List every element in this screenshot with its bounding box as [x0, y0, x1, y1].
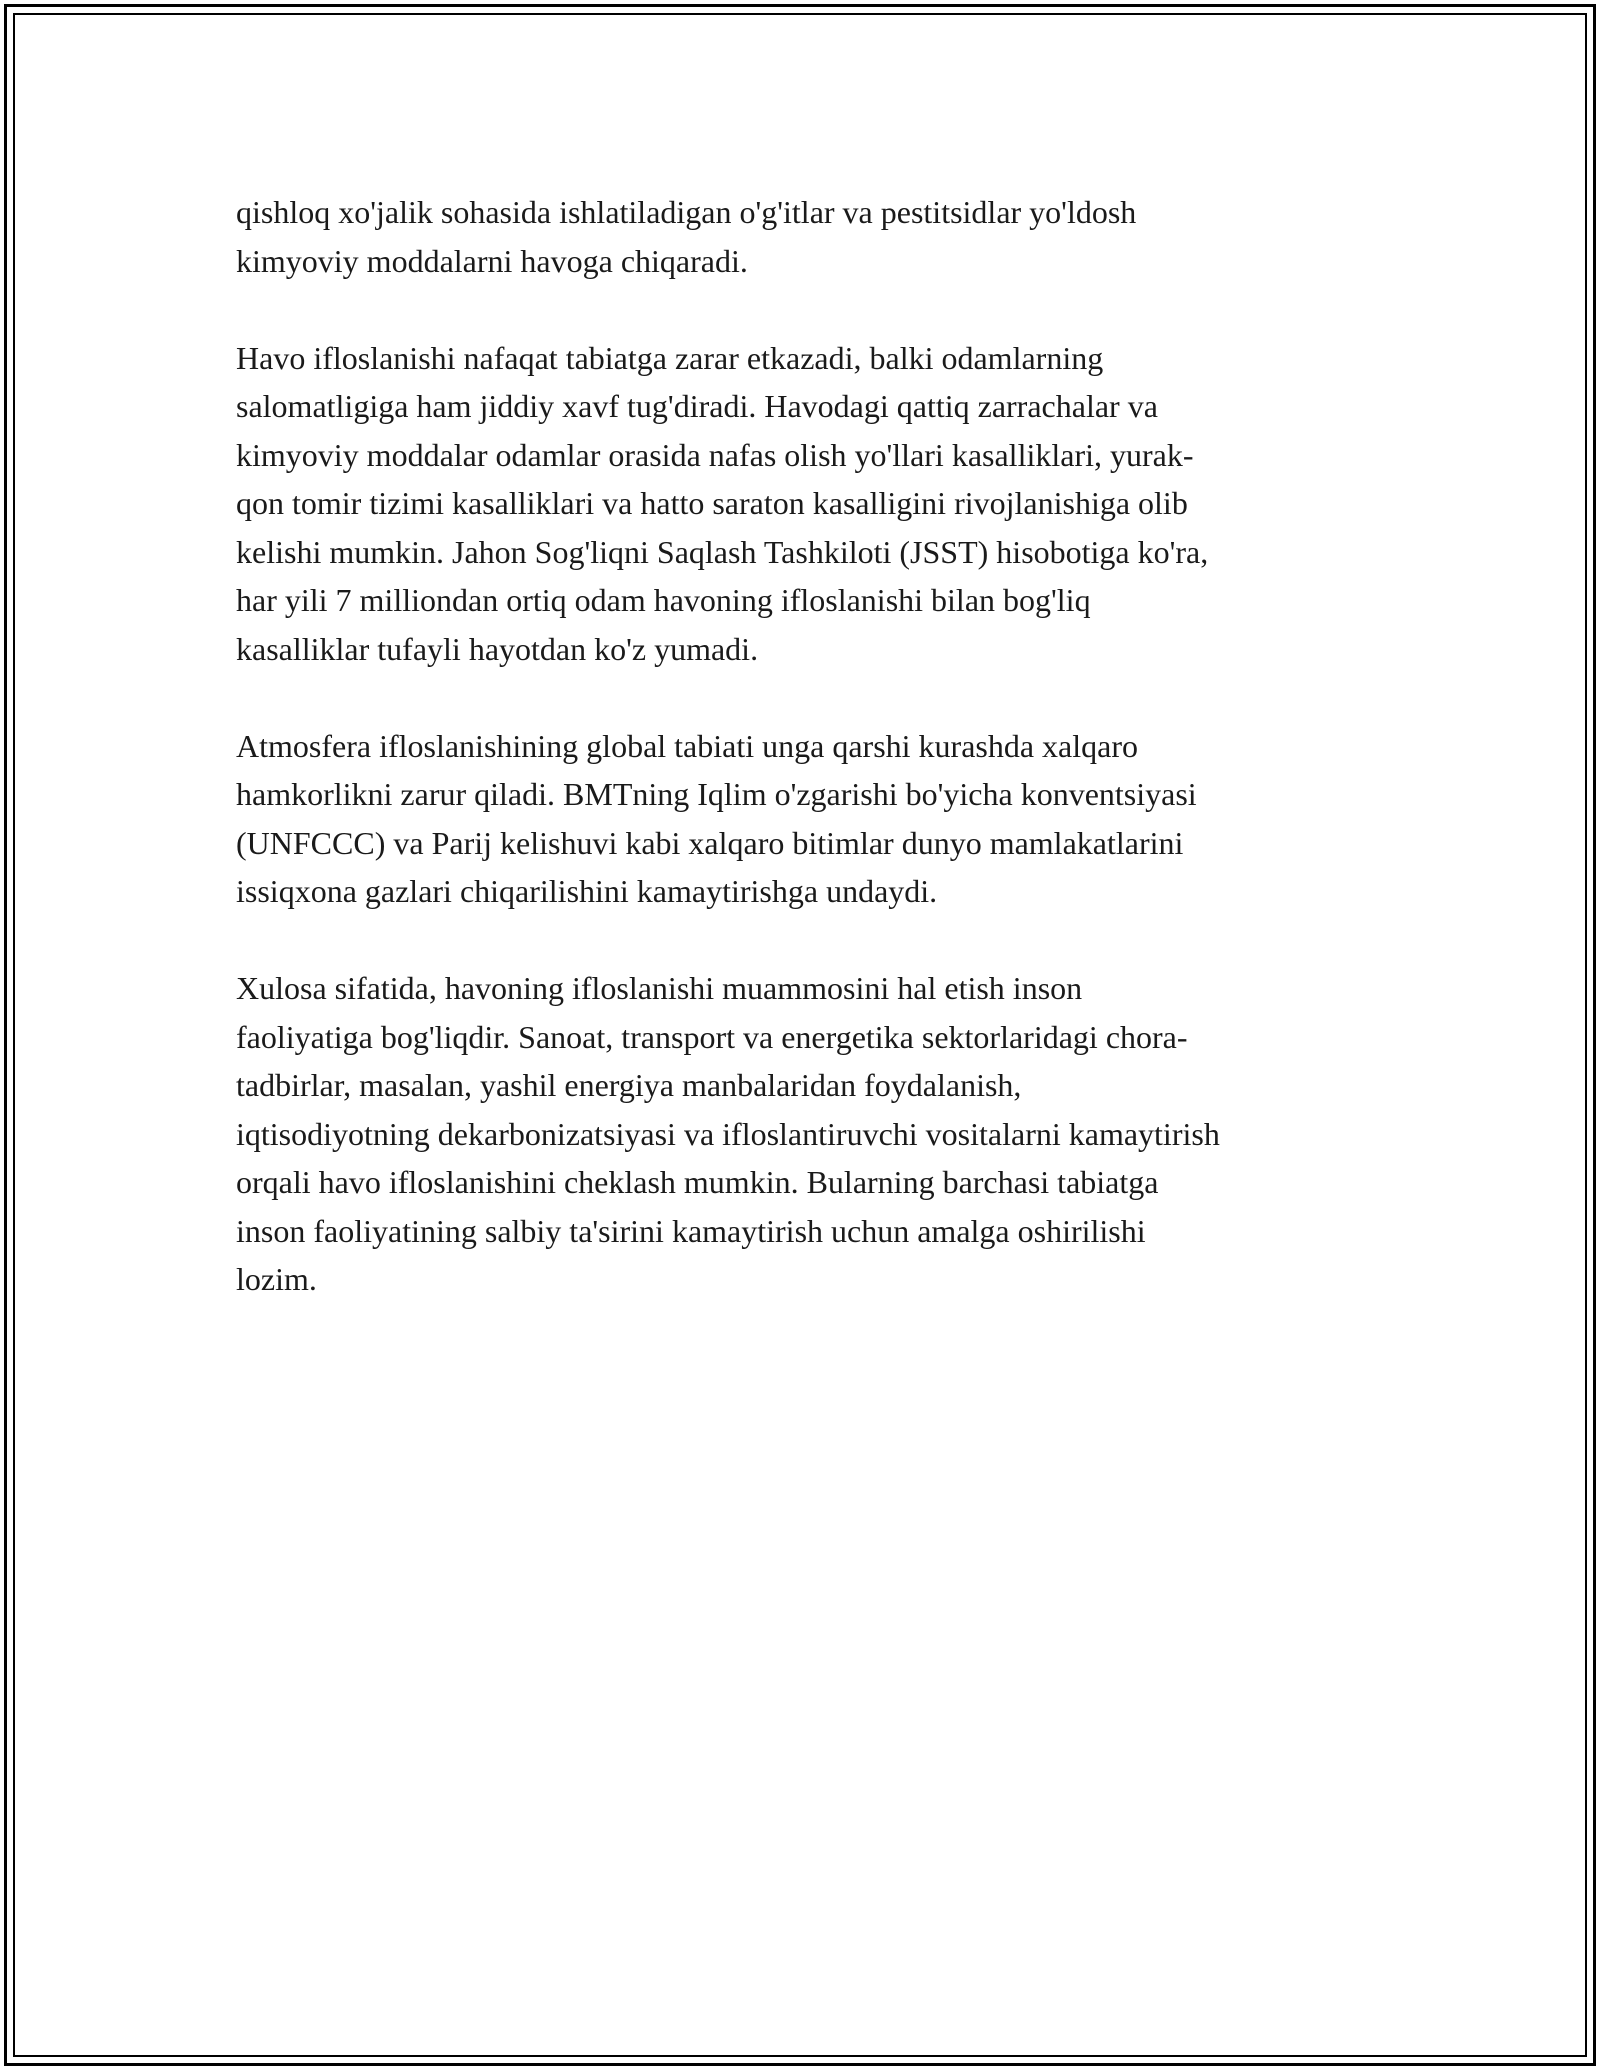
paragraph-1: [236, 188, 1376, 285]
text-line: issiqxona gazlari chiqarilishini kamaytirishga undaydi.: [236, 873, 938, 909]
text-line: kimyoviy moddalar odamlar orasida nafas olish yo'llari kasalliklari, yurak-: [236, 436, 1194, 473]
text-line: iqtisodiyotning dekarbonizatsiyasi va ifloslantiruvchi vositalarni kamaytirish: [236, 1115, 1220, 1152]
document-body: [236, 188, 1376, 1352]
paragraph-2: [236, 334, 1376, 674]
text-line: har yili 7 milliondan ortiq odam havoning ifloslanishi bilan bog'liq: [236, 582, 1091, 618]
text-line: tadbirlar, masalan, yashil energiya manbalaridan foydalanish,: [236, 1067, 1022, 1103]
text-line: qishloq xo'jalik sohasida ishlatiladigan o'g'itlar va pestitsidlar yo'ldosh: [236, 194, 1137, 230]
text-line: Xulosa sifatida, havoning ifloslanishi muammosini hal etish inson: [236, 970, 1083, 1006]
paragraph-3: [236, 722, 1376, 916]
text-line: hamkorlikni zarur qiladi. BMTning Iqlim o'zgarishi bo'yicha konventsiyasi: [236, 776, 1197, 812]
text-line: orqali havo ifloslanishini cheklash mumkin. Bularning barchasi tabiatga: [236, 1164, 1159, 1200]
text-line: faoliyatiga bog'liqdir. Sanoat, transport va energetika sektorlaridagi chora-: [236, 1018, 1188, 1055]
paragraph-4: [236, 964, 1376, 1304]
text-line: kasalliklar tufayli hayotdan ko'z yumadi.: [236, 630, 759, 667]
text-line: qon tomir tizimi kasalliklari va hatto saraton kasalligini rivojlanishiga olib: [236, 485, 1188, 521]
text-line: salomatligiga ham jiddiy xavf tug'diradi. Havodagi qattiq zarrachalar va: [236, 388, 1158, 424]
text-line: lozim.: [236, 1261, 317, 1297]
text-line: Havo ifloslanishi nafaqat tabiatga zarar etkazadi, balki odamlarning: [236, 339, 1104, 376]
text-line: (UNFCCC) va Parij kelishuvi kabi xalqaro bitimlar dunyo mamlakatlarini: [236, 824, 1184, 861]
text-line: Atmosfera ifloslanishining global tabiati unga qarshi kurashda xalqaro: [236, 727, 1138, 764]
text-line: kimyoviy moddalarni havoga chiqaradi.: [236, 242, 748, 279]
text-line: inson faoliyatining salbiy ta'sirini kamaytirish uchun amalga oshirilishi: [236, 1212, 1146, 1249]
text-line: kelishi mumkin. Jahon Sog'liqni Saqlash Tashkiloti (JSST) hisobotiga ko'ra,: [236, 533, 1209, 570]
